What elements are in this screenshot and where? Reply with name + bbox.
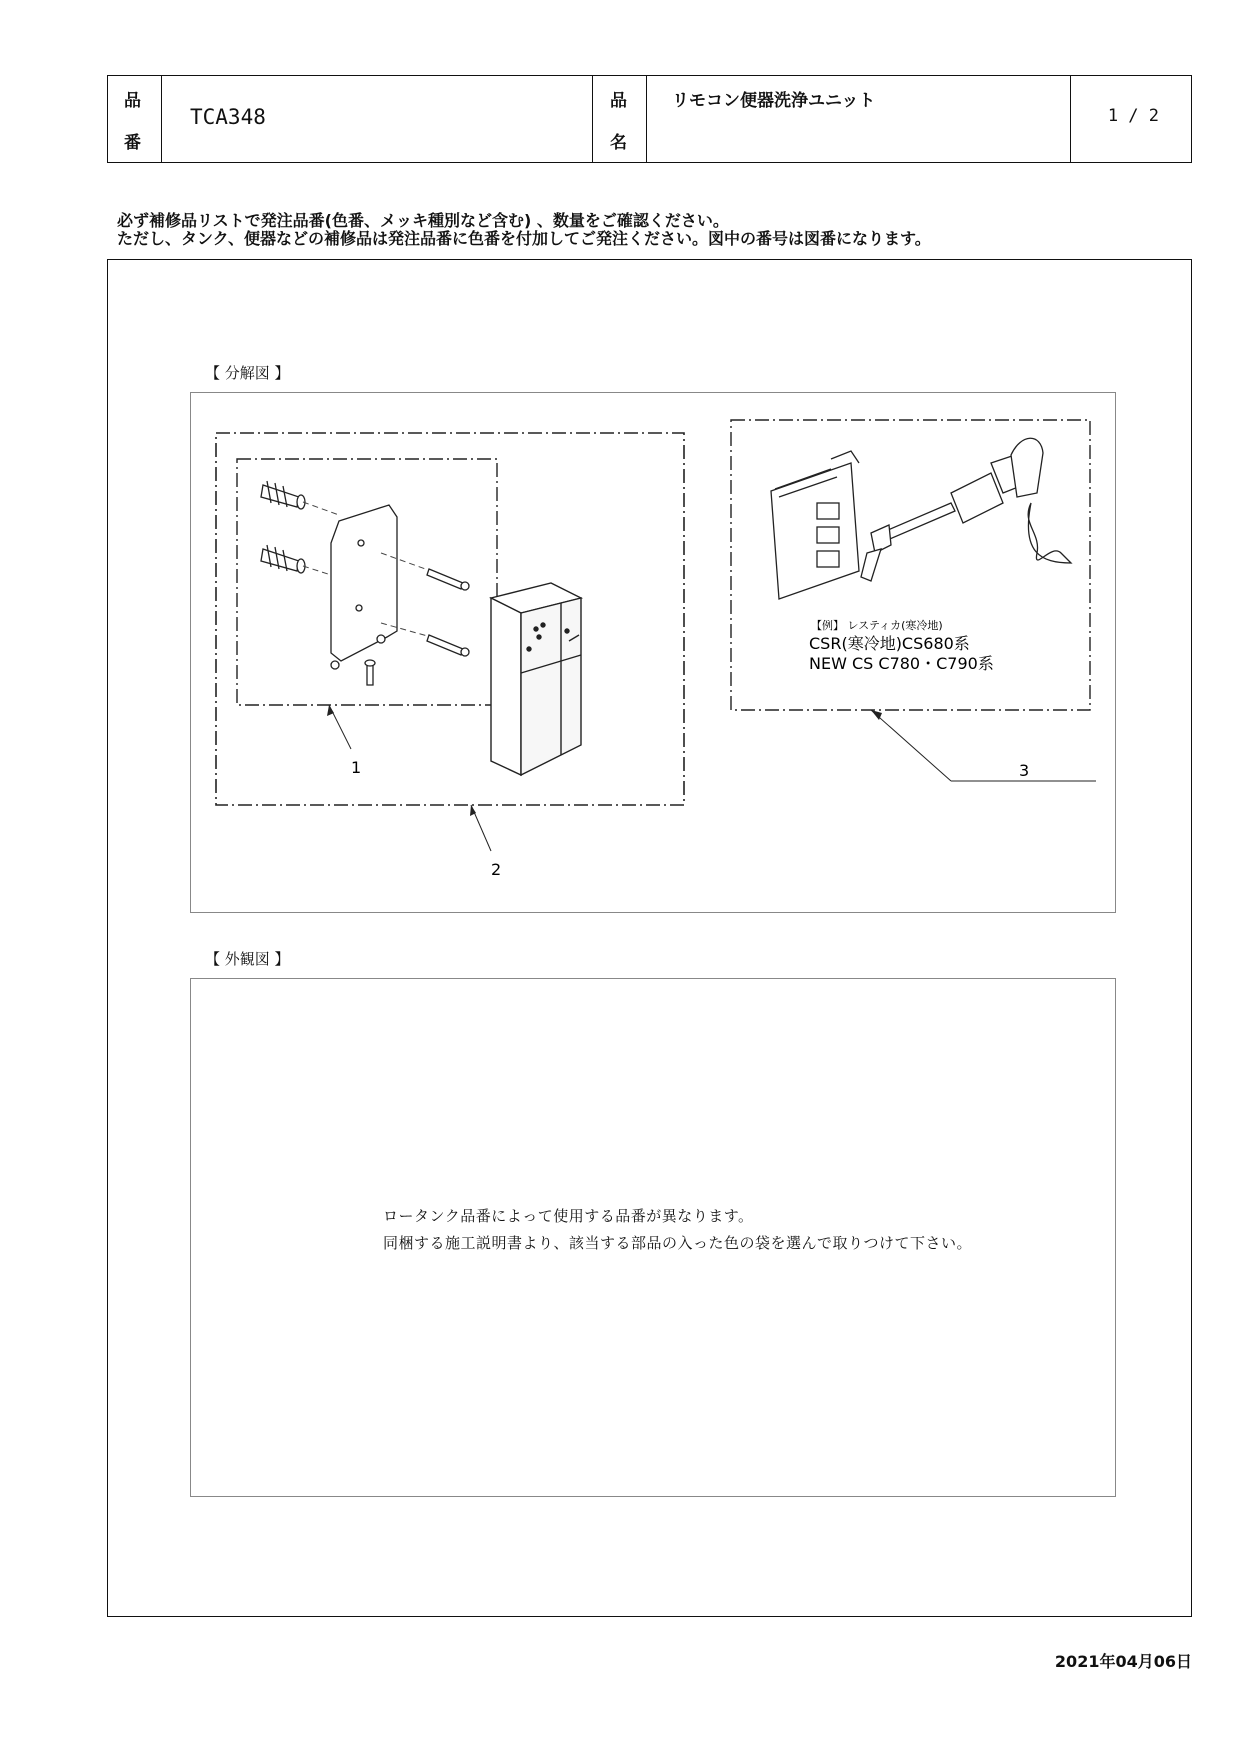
issue-date: 2021年04月06日 (1054, 1652, 1192, 1671)
notice-line-2: ただし、タンク、便器などの補修品は発注品番に色番を付加してご発注ください。図中の番号は図番になります。 (117, 229, 931, 248)
callout-3: 3 (1019, 761, 1030, 780)
callout-1: 1 (351, 758, 362, 777)
appearance-note-2: 同梱する施工説明書より、該当する部品の入った色の袋を選んで取りつけて下さい。 (383, 1234, 973, 1252)
remote-control-unit-icon (491, 583, 581, 775)
part-name-label: 品 (610, 91, 627, 111)
exploded-view-drawing (191, 393, 1117, 914)
example-title: 【例】 レスティカ(寒冷地) (811, 619, 943, 632)
anchor-plug-icon (261, 481, 305, 573)
mounting-bracket-icon (331, 505, 397, 669)
example-line-3: NEW CS C780・C790系 (809, 654, 994, 673)
appearance-note-1: ロータンク品番によって使用する品番が異なります。 (383, 1207, 754, 1225)
part-name-label: 名 (610, 133, 627, 153)
leader-line-3 (871, 710, 951, 781)
part-number-label: 番 (124, 133, 141, 153)
unit-group-box (216, 433, 684, 805)
part-number-label: 品 (124, 91, 141, 111)
manual-booklet-icon (771, 451, 859, 599)
appearance-view-label: 【 外観図 】 (205, 950, 290, 968)
exploded-view-panel (190, 392, 1116, 913)
header-table (107, 75, 1192, 163)
exploded-view-label: 【 分解図 】 (205, 364, 290, 382)
flush-lever-icon (861, 438, 1071, 581)
example-line-2: CSR(寒冷地)CS680系 (809, 634, 970, 653)
notice-line-1: 必ず補修品リストで発注品番(色番、メッキ種別など含む) 、数量をご確認ください。 (117, 211, 729, 230)
part-name: リモコン便器洗浄ユニット (672, 91, 876, 111)
page-number: 1 / 2 (1107, 106, 1159, 126)
callout-2: 2 (491, 860, 502, 879)
part-number: TCA348 (190, 105, 266, 129)
